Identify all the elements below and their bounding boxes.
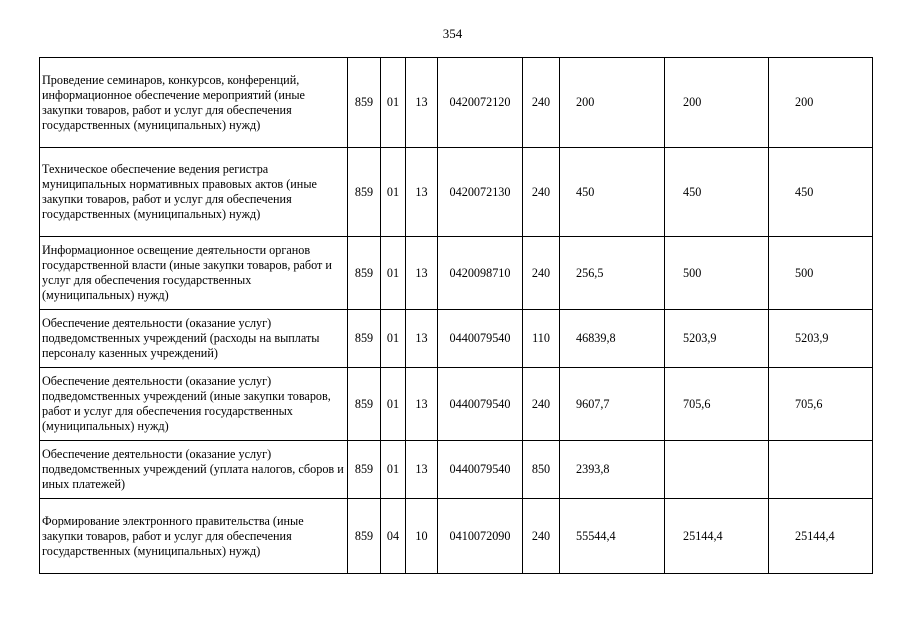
table-row: [40, 58, 873, 148]
target-article-cell: 0440079540: [438, 441, 523, 499]
table-body: [40, 58, 873, 574]
table-row: [40, 441, 873, 499]
amount-year-1-cell: 55544,4: [560, 499, 665, 574]
section-code-cell: 01: [381, 368, 406, 441]
subsection-code-cell: 13: [406, 237, 438, 310]
amount-year-3-cell: 450: [769, 148, 873, 237]
subsection-code-cell: 13: [406, 148, 438, 237]
amount-year-1-cell: 200: [560, 58, 665, 148]
target-article-cell: 0440079540: [438, 368, 523, 441]
amount-year-1-cell: 2393,8: [560, 441, 665, 499]
row-name-cell: Обеспечение деятельности (оказание услуг) подведомственных учреждений (расходы на выплаты персоналу казенных учреждений): [40, 310, 348, 368]
amount-year-2-cell: [665, 441, 769, 499]
amount-year-2-cell: 450: [665, 148, 769, 237]
amount-year-3-cell: 705,6: [769, 368, 873, 441]
budget-table: [39, 57, 873, 574]
amount-year-1-cell: 450: [560, 148, 665, 237]
grbs-code-cell: 859: [348, 441, 381, 499]
section-code-cell: 01: [381, 237, 406, 310]
expense-type-cell: 240: [523, 148, 560, 237]
grbs-code-cell: 859: [348, 499, 381, 574]
expense-type-cell: 240: [523, 368, 560, 441]
table-row: [40, 310, 873, 368]
row-name-cell: Проведение семинаров, конкурсов, конференций, информационное обеспечение мероприятий (иные закупки товаров, работ и услуг для обеспечения государственных (муниципальных) нужд): [40, 58, 348, 148]
amount-year-3-cell: 500: [769, 237, 873, 310]
target-article-cell: 0440079540: [438, 310, 523, 368]
subsection-code-cell: 13: [406, 441, 438, 499]
target-article-cell: 0420098710: [438, 237, 523, 310]
expense-type-cell: 850: [523, 441, 560, 499]
row-name-cell: Информационное освещение деятельности органов государственной власти (иные закупки товаров, работ и услуг для обеспечения государственных (муниципальных) нужд): [40, 237, 348, 310]
amount-year-2-cell: 705,6: [665, 368, 769, 441]
amount-year-3-cell: 25144,4: [769, 499, 873, 574]
amount-year-2-cell: 25144,4: [665, 499, 769, 574]
row-name-cell: Обеспечение деятельности (оказание услуг) подведомственных учреждений (иные закупки товаров, работ и услуг для обеспечения государственных (муниципальных) нужд): [40, 368, 348, 441]
amount-year-3-cell: 5203,9: [769, 310, 873, 368]
expense-type-cell: 110: [523, 310, 560, 368]
table-row: [40, 368, 873, 441]
section-code-cell: 04: [381, 499, 406, 574]
expense-type-cell: 240: [523, 237, 560, 310]
amount-year-3-cell: [769, 441, 873, 499]
amount-year-2-cell: 200: [665, 58, 769, 148]
target-article-cell: 0410072090: [438, 499, 523, 574]
amount-year-3-cell: 200: [769, 58, 873, 148]
amount-year-2-cell: 500: [665, 237, 769, 310]
page-number: 354: [442, 26, 463, 41]
subsection-code-cell: 13: [406, 58, 438, 148]
amount-year-1-cell: 9607,7: [560, 368, 665, 441]
section-code-cell: 01: [381, 148, 406, 237]
subsection-code-cell: 10: [406, 499, 438, 574]
grbs-code-cell: 859: [348, 310, 381, 368]
row-name-cell: Обеспечение деятельности (оказание услуг) подведомственных учреждений (уплата налогов, сборов и иных платежей): [40, 441, 348, 499]
row-name-cell: Техническое обеспечение ведения регистра муниципальных нормативных правовых актов (иные закупки товаров, работ и услуг для обеспечения государственных (муниципальных) нужд): [40, 148, 348, 237]
section-code-cell: 01: [381, 58, 406, 148]
subsection-code-cell: 13: [406, 310, 438, 368]
section-code-cell: 01: [381, 310, 406, 368]
expense-type-cell: 240: [523, 499, 560, 574]
grbs-code-cell: 859: [348, 58, 381, 148]
table-row: [40, 148, 873, 237]
target-article-cell: 0420072120: [438, 58, 523, 148]
grbs-code-cell: 859: [348, 368, 381, 441]
expense-type-cell: 240: [523, 58, 560, 148]
target-article-cell: 0420072130: [438, 148, 523, 237]
amount-year-1-cell: 256,5: [560, 237, 665, 310]
subsection-code-cell: 13: [406, 368, 438, 441]
grbs-code-cell: 859: [348, 237, 381, 310]
amount-year-1-cell: 46839,8: [560, 310, 665, 368]
amount-year-2-cell: 5203,9: [665, 310, 769, 368]
table-row: [40, 499, 873, 574]
section-code-cell: 01: [381, 441, 406, 499]
table-row: [40, 237, 873, 310]
row-name-cell: Формирование электронного правительства (иные закупки товаров, работ и услуг для обеспечения государственных (муниципальных) нужд): [40, 499, 348, 574]
grbs-code-cell: 859: [348, 148, 381, 237]
